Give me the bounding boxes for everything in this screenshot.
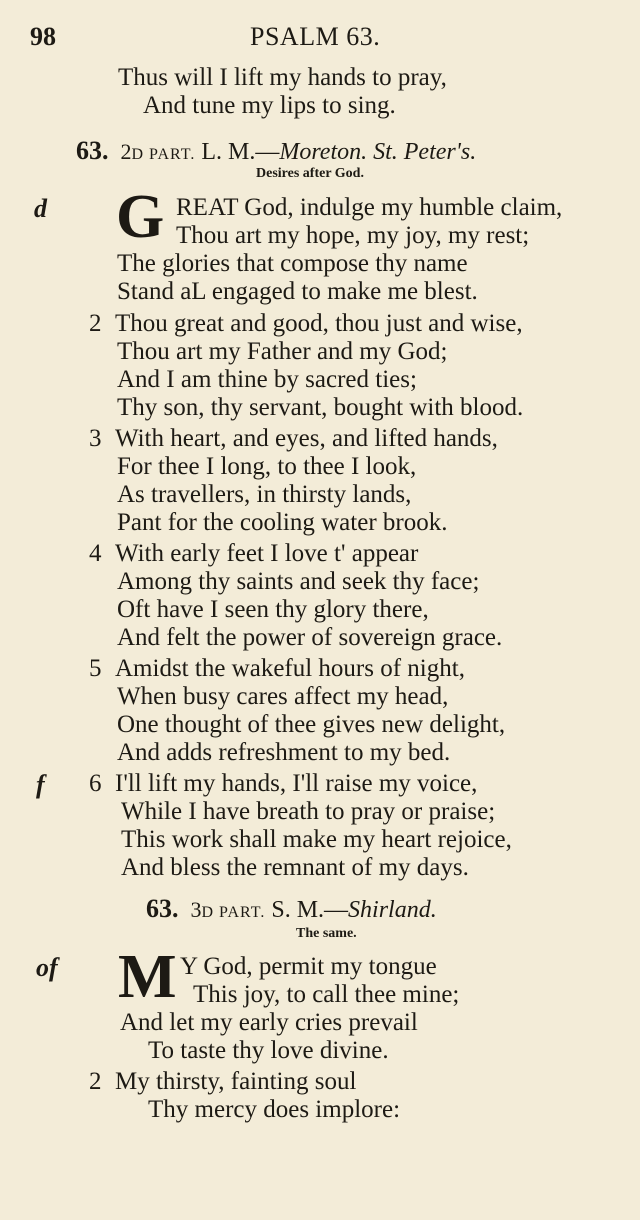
hymn2-verse-2-line-1: 2 My thirsty, fainting soul [89, 1068, 357, 1095]
verse-5-line-1: 5 Amidst the wakeful hours of night, [89, 655, 465, 682]
hymn2-dynamic-mark: of [36, 953, 58, 982]
verse-4-line-2: Among thy saints and seek thy face; [117, 568, 480, 595]
page-number: 98 [30, 22, 56, 51]
running-title: PSALM 63. [250, 22, 381, 51]
verse-number: 6 [89, 770, 102, 797]
hymn1-dynamic-mark: d [34, 194, 47, 223]
hymn1-heading [76, 136, 476, 166]
hymn2-tunes: Shirland. [348, 897, 437, 923]
verse-number: 3 [89, 425, 102, 452]
hymn2-drop-cap: M [118, 943, 177, 1011]
hymn2-meter: S. M.— [271, 897, 349, 923]
verse-3-line-1: 3 With heart, and eyes, and lifted hands, [89, 425, 498, 452]
verse-2-line-2: Thou art my Father and my God; [117, 338, 448, 365]
verse-4-line-1: 4 With early feet I love t' appear [89, 540, 419, 567]
verse-5-line-2: When busy cares affect my head, [117, 683, 449, 710]
hymn2-part: 3D PART. [190, 897, 266, 922]
hymn1-line-4: Stand aL engaged to make me blest. [117, 278, 478, 305]
verse-4-line-4: And felt the power of sovereign grace. [117, 624, 503, 651]
hymn2-line-2: This joy, to call thee mine; [193, 981, 460, 1008]
hymn1-line-1: REAT God, indulge my humble claim, [176, 194, 563, 221]
continuation-line-1: Thus will I lift my hands to pray, [118, 64, 447, 91]
verse-6-line-2: While I have breath to pray or praise; [121, 798, 496, 825]
continuation-line-2: And tune my lips to sing. [143, 92, 396, 119]
verse-2-line-1: 2 Thou great and good, thou just and wise, [89, 310, 523, 337]
hymn1-tunes: Moreton. St. Peter's. [279, 139, 477, 165]
hymn2-line-4: To taste thy love divine. [148, 1037, 389, 1064]
verse-6-dynamic-mark: f [36, 770, 45, 799]
hymn1-line-2: Thou art my hope, my joy, my rest; [176, 222, 530, 249]
hymn2-subtitle: The same. [296, 926, 357, 941]
hymn1-subtitle: Desires after God. [256, 166, 364, 181]
verse-2-line-3: And I am thine by sacred ties; [117, 366, 417, 393]
hymn2-line-3: And let my early cries prevail [120, 1009, 418, 1036]
verse-3-line-3: As travellers, in thirsty lands, [117, 481, 412, 508]
hymn1-number: 63. [76, 136, 109, 165]
verse-3-line-2: For thee I long, to thee I look, [117, 453, 417, 480]
hymn1-part: 2D PART. [120, 139, 196, 164]
hymn2-verse-2-line-2: Thy mercy does implore: [148, 1096, 401, 1123]
verse-6-line-3: This work shall make my heart rejoice, [121, 826, 512, 853]
verse-number: 2 [89, 310, 102, 337]
verse-number: 4 [89, 540, 102, 567]
verse-3-line-4: Pant for the cooling water brook. [117, 509, 448, 536]
verse-number: 2 [89, 1068, 102, 1095]
hymn2-number: 63. [146, 894, 179, 923]
verse-4-line-3: Oft have I seen thy glory there, [117, 596, 429, 623]
hymn2-line-1: Y God, permit my tongue [180, 953, 437, 980]
verse-6-line-4: And bless the remnant of my days. [121, 854, 469, 881]
verse-number: 5 [89, 655, 102, 682]
verse-6-line-1: 6 I'll lift my hands, I'll raise my voice, [89, 770, 478, 797]
hymn1-line-3: The glories that compose thy name [117, 250, 468, 277]
hymn2-heading [146, 894, 437, 924]
verse-2-line-4: Thy son, thy servant, bought with blood. [117, 394, 524, 421]
verse-5-line-4: And adds refreshment to my bed. [117, 739, 451, 766]
hymn1-drop-cap: G [116, 183, 165, 251]
verse-5-line-3: One thought of thee gives new delight, [117, 711, 506, 738]
hymn1-meter: L. M.— [201, 139, 280, 165]
